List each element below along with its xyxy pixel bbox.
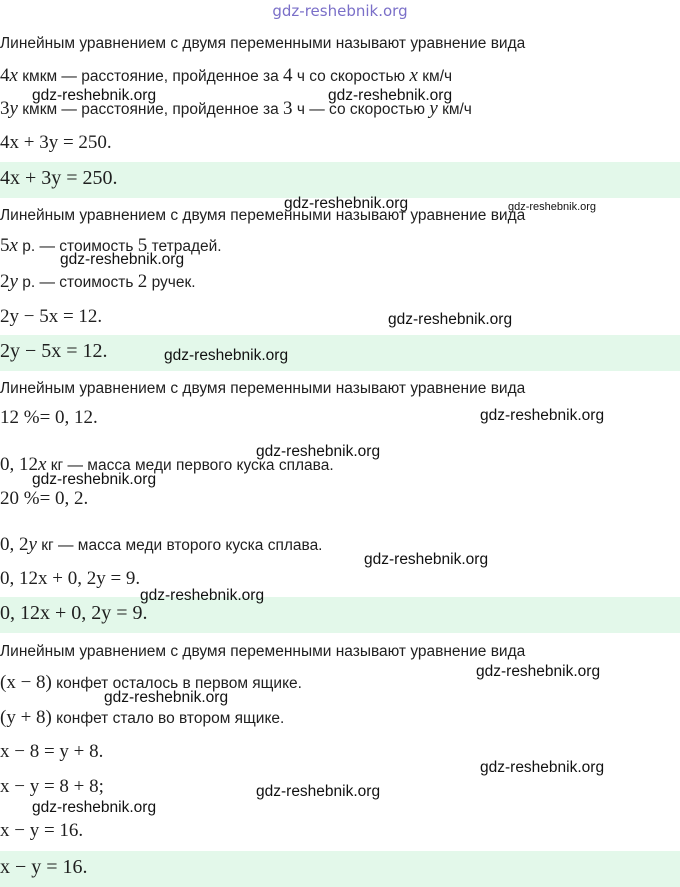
candy-line-2: (y + 8) конфет стало во втором ящике. [0, 707, 285, 728]
equation-4a: x − 8 = y + 8. [0, 741, 104, 762]
equation-4b: x − y = 8 + 8; [0, 776, 104, 797]
equation-2: 2y − 5x = 12. [0, 306, 103, 327]
watermark: gdz-reshebnik.org [364, 551, 489, 568]
intro-text: Линейным уравнением с двумя переменными называют уравнение вида [0, 207, 526, 224]
cost-line-2: 2y р. — стоимость 2 ручек. [0, 271, 196, 292]
answer-3: 0, 12x + 0, 2y = 9. [0, 602, 148, 624]
mass-line-2: 0, 2y кг — масса меди второго куска сплава. [0, 534, 323, 555]
mass-line-1: 0, 12x кг — масса меди первого куска сплава. [0, 454, 334, 475]
watermark: gdz-reshebnik.org [328, 87, 453, 104]
equation-4c: x − y = 16. [0, 820, 84, 841]
watermark: gdz-reshebnik.org [284, 195, 409, 212]
watermark: gdz-reshebnik.org [32, 799, 157, 816]
answer-4: x − y = 16. [0, 856, 88, 878]
watermark: gdz-reshebnik.org [256, 443, 381, 460]
watermark: gdz-reshebnik.org [476, 663, 601, 680]
watermark: gdz-reshebnik.org [480, 407, 605, 424]
watermark: gdz-reshebnik.org [388, 311, 513, 328]
intro-text: Линейным уравнением с двумя переменными называют уравнение вида [0, 380, 526, 397]
watermark: gdz-reshebnik.org [256, 783, 381, 800]
watermark: gdz-reshebnik.org [480, 759, 605, 776]
answer-box-3 [0, 597, 680, 633]
answer-2: 2y − 5x = 12. [0, 340, 108, 362]
answer-1: 4x + 3y = 250. [0, 167, 118, 189]
percent-line-1: 12 %= 0, 12. [0, 407, 98, 428]
answer-box-4 [0, 851, 680, 887]
watermark: gdz-reshebnik.org [508, 201, 597, 213]
watermark: gdz-reshebnik.org [164, 347, 289, 364]
watermark: gdz-reshebnik.org [104, 689, 229, 706]
equation-1: 4x + 3y = 250. [0, 132, 112, 153]
site-header[interactable]: gdz-reshebnik.org [272, 2, 408, 20]
equation-3: 0, 12x + 0, 2y = 9. [0, 568, 141, 589]
distance-line-2: 3y кмкм — расстояние, пройденное за 3 ч — со скоростью y км/ч [0, 98, 472, 119]
watermark: gdz-reshebnik.org [140, 587, 265, 604]
answer-box-1 [0, 162, 680, 198]
watermark: gdz-reshebnik.org [32, 87, 157, 104]
watermark: gdz-reshebnik.org [60, 251, 185, 268]
watermark: gdz-reshebnik.org [32, 471, 157, 488]
answer-box-2 [0, 335, 680, 371]
distance-line-1: 4x кмкм — расстояние, пройденное за 4 ч со скоростью x км/ч [0, 65, 453, 86]
cost-line-1: 5x р. — стоимость 5 тетрадей. [0, 235, 222, 256]
percent-line-2: 20 %= 0, 2. [0, 488, 89, 509]
candy-line-1: (x − 8) конфет осталось в первом ящике. [0, 672, 302, 693]
intro-text: Линейным уравнением с двумя переменными называют уравнение вида [0, 35, 526, 52]
intro-text: Линейным уравнением с двумя переменными называют уравнение вида [0, 643, 526, 660]
